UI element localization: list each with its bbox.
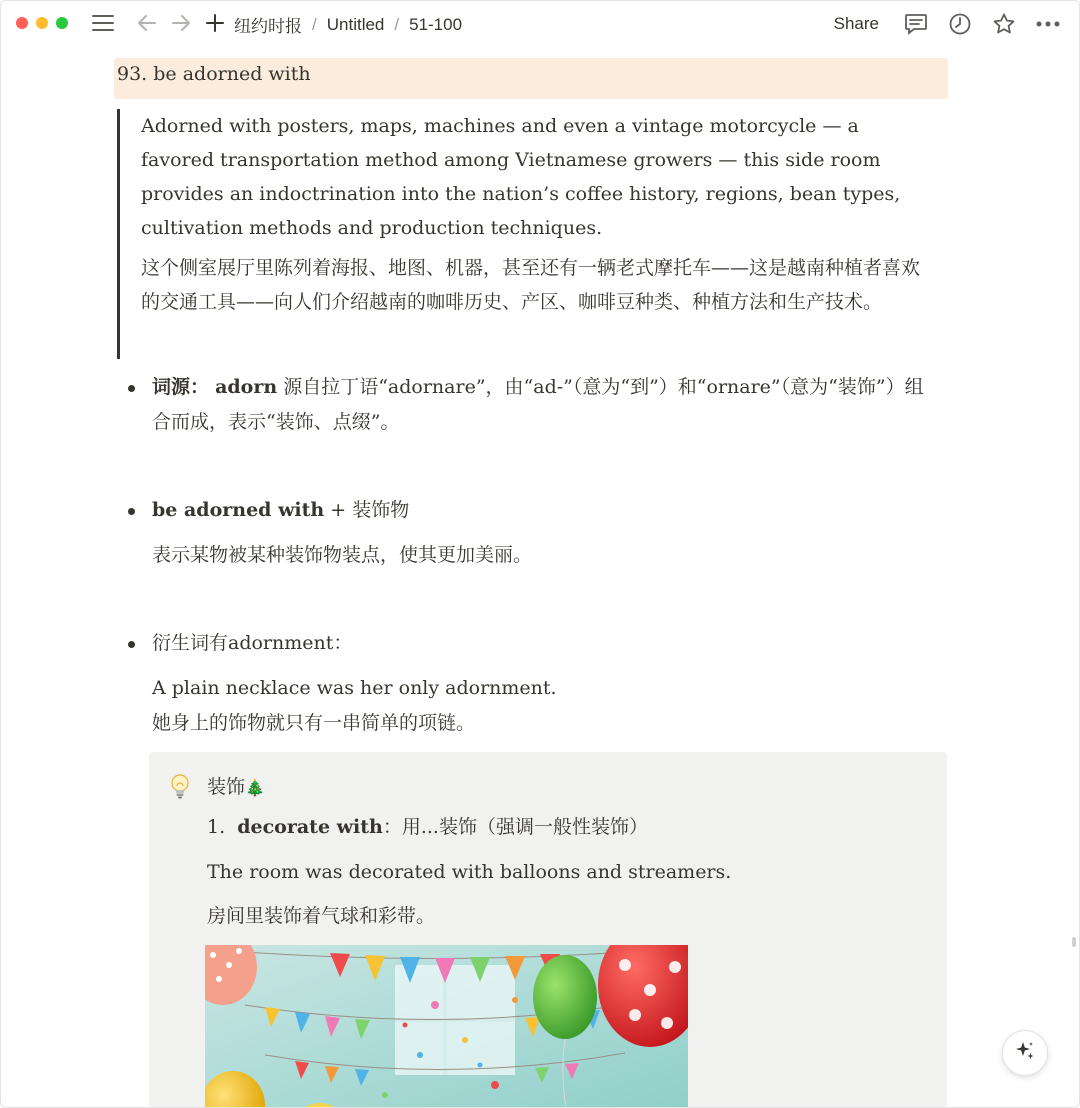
- callout-block[interactable]: [149, 752, 947, 1108]
- list-item-etymology[interactable]: [128, 370, 928, 440]
- top-bar: [1, 1, 1080, 45]
- usage-suffix: + 装饰物: [330, 499, 410, 521]
- derivative-label: 衍生词有adornment：: [152, 632, 353, 654]
- lightbulb-icon: [169, 774, 191, 800]
- callout-example-cn[interactable]: 房间里装饰着气球和彩带。: [207, 905, 436, 927]
- etymology-text: 源自拉丁语“adornare”，由“ad-”（意为“到”）和“ornare”（意为“装饰”）组合而成，表示“装饰、点缀”。: [152, 376, 924, 433]
- list-item-derivative[interactable]: [128, 626, 352, 661]
- close-window-button[interactable]: [16, 17, 28, 29]
- quote-chinese: 这个侧室展厅里陈列着海报、地图、机器，甚至还有一辆老式摩托车——这是越南种植者喜欢的交通工具——向人们介绍越南的咖啡历史、产区、咖啡豆种类、种植方法和生产技术。: [141, 257, 921, 313]
- bullet-dot: [128, 641, 135, 648]
- window-controls: [16, 17, 68, 29]
- bullet-dot: [128, 385, 135, 392]
- menu-icon[interactable]: [89, 9, 117, 37]
- minimize-window-button[interactable]: [36, 17, 48, 29]
- ai-assistant-button[interactable]: [1002, 1030, 1048, 1076]
- callout-title-text: 装饰: [207, 776, 246, 798]
- sparkle-icon: [1014, 1040, 1036, 1066]
- star-icon[interactable]: [989, 9, 1019, 39]
- callout-title: [207, 772, 265, 803]
- list-item-usage[interactable]: [128, 493, 409, 528]
- quote-block[interactable]: [117, 109, 927, 359]
- nav-controls: [89, 9, 229, 37]
- breadcrumb-item-page[interactable]: 51-100: [409, 14, 463, 34]
- back-arrow-icon[interactable]: [133, 9, 161, 37]
- derivative-example-en[interactable]: A plain necklace was her only adornment.: [152, 677, 557, 699]
- bullet-dot: [128, 508, 135, 515]
- tree-icon: 🎄: [245, 778, 265, 797]
- forward-arrow-icon[interactable]: [167, 9, 195, 37]
- page-heading[interactable]: 93. be adorned with: [117, 63, 311, 85]
- breadcrumb-separator: /: [394, 14, 400, 34]
- top-bar-actions: [834, 9, 1063, 39]
- breadcrumb-item-workspace[interactable]: 纽约时报: [234, 17, 302, 36]
- callout-example-en[interactable]: The room was decorated with balloons and streamers.: [207, 861, 732, 883]
- breadcrumb: [234, 12, 462, 37]
- breadcrumb-item-untitled[interactable]: Untitled: [326, 14, 385, 34]
- quote-english: Adorned with posters, maps, machines and even a vintage motorcycle — a favored transportation method among Vietnamese growers — this side room provides an indoctrination into the nation’s coffee history, regions, bean types, cultivation methods and production techniques.: [141, 115, 901, 239]
- usage-phrase: be adorned with: [152, 499, 325, 521]
- item-phrase: decorate with: [237, 816, 383, 838]
- share-button[interactable]: Share: [833, 14, 879, 33]
- history-icon[interactable]: [945, 9, 975, 39]
- party-decoration-image[interactable]: [205, 945, 688, 1108]
- breadcrumb-separator: /: [312, 14, 317, 34]
- usage-explanation[interactable]: 表示某物被某种装饰物装点，使其更加美丽。: [152, 544, 533, 566]
- item-number: 1.: [207, 816, 226, 838]
- add-icon[interactable]: [201, 9, 229, 37]
- etymology-word: adorn: [215, 376, 278, 398]
- callout-list-item[interactable]: [207, 812, 648, 842]
- etymology-label: 词源：: [152, 376, 210, 398]
- maximize-window-button[interactable]: [56, 17, 68, 29]
- more-icon[interactable]: [1033, 9, 1063, 39]
- scrollbar-thumb[interactable]: [1072, 937, 1076, 947]
- derivative-example-cn[interactable]: 她身上的饰物就只有一串简单的项链。: [152, 712, 476, 734]
- comments-icon[interactable]: [901, 9, 931, 39]
- item-text: ：用...装饰（强调一般性装饰）: [382, 816, 648, 838]
